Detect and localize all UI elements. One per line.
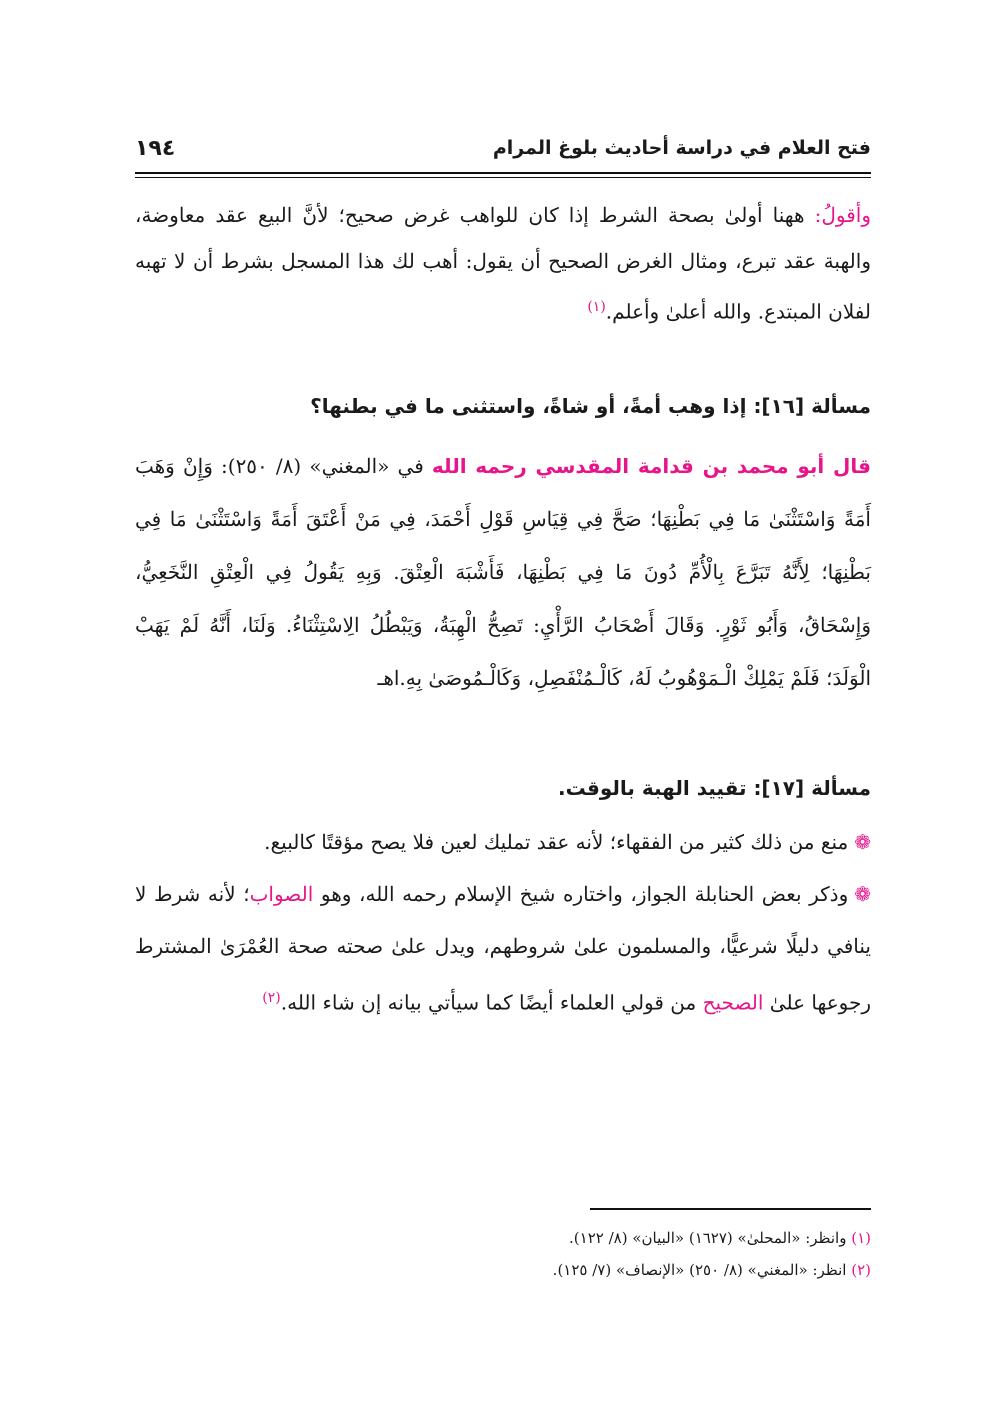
bullet-2-text-c: من قولي العلماء أيضًا كما سيأتي بيانه إن شاء الله.: [280, 990, 703, 1015]
header-rule-thick: [135, 172, 871, 174]
footnote-1-text: وانظر: «المحلىٰ» (١٦٢٧) «البيان» (٨/ ١٢٢).: [569, 1229, 852, 1247]
bullet-paragraph-2: [135, 868, 871, 1029]
footnote-1-number: (١): [851, 1229, 871, 1247]
highlight-correct: الصواب: [249, 882, 314, 906]
opinion-lead: وأقولُ:: [814, 203, 871, 227]
opinion-text: ههنا أولىٰ بصحة الشرط إذا كان للواهب غرض صحيح؛ لأنَّ البيع عقد معاوضة، والهبة عقد تبرع، ومثال الغرض الصحيح أن يقول: أهب لك هذا المسجل بشرط أن لا تهبه لفلان المبتدع. والله أعلىٰ وأعلم.: [135, 203, 871, 324]
issue-17-label: مسألة [١٧]:: [753, 776, 871, 800]
issue-17-title: تقييد الهبة بالوقت.: [557, 776, 754, 800]
footnote-2: [135, 1254, 871, 1286]
issue-17-heading: [135, 760, 871, 816]
highlight-sahih: الصحيح: [702, 990, 764, 1015]
opinion-paragraph: [135, 192, 871, 378]
footnote-rule: [590, 1208, 871, 1210]
footnote-2-number: (٢): [851, 1261, 871, 1279]
issue-16-heading: [135, 378, 871, 434]
footnote-ref-2: (٢): [262, 990, 281, 1006]
issue-16-label: مسألة [١٦]:: [753, 394, 871, 418]
bullet-2-text-b: ؛ لأنه شرط لا ينافي دليلًا شرعيًّا، والمسلمون علىٰ شروطهم، ويدل علىٰ صحته صحة العُمْرَىٰ المشترط رجوعها علىٰ: [135, 882, 871, 1015]
footnotes: [135, 1222, 871, 1286]
page-header: [135, 128, 871, 168]
ibn-qudama-quote: [135, 440, 871, 760]
page-body: [135, 192, 871, 1029]
footnote-1: [135, 1222, 871, 1254]
footnote-ref-1: (١): [587, 299, 606, 315]
footnote-2-text: انظر: «المغني» (٨/ ٢٥٠) «الإنصاف» (٧/ ١٢٥).: [552, 1261, 852, 1279]
bullet-paragraph-1: [135, 816, 871, 868]
flower-bullet-icon: ❁: [854, 882, 872, 906]
bullet-1-text: منع من ذلك كثير من الفقهاء؛ لأنه عقد تمليك لعين فلا يصح مؤقتًا كالبيع.: [264, 830, 849, 854]
running-title: فتح العلام في دراسة أحاديث بلوغ المرام: [492, 137, 871, 159]
header-rule-thin: [135, 177, 871, 178]
quote-author: قال أبو محمد بن قدامة المقدسي رحمه الله: [431, 454, 871, 478]
issue-16-title: إذا وهب أمةً، أو شاةً، واستثنى ما في بطنها؟: [310, 394, 754, 418]
bullet-2-text-a: وذكر بعض الحنابلة الجواز، واختاره شيخ الإسلام رحمه الله، وهو: [313, 882, 849, 906]
quote-text: في «المغني» (٨/ ٢٥٠): وَإِنْ وَهَبَ أَمَةً وَاسْتَثْنَىٰ مَا فِي بَطْنِهَا؛ صَحَّ فِي قِيَاسِ قَوْلِ أَحْمَدَ، فِي مَنْ أَعْتَقَ أَمَةً وَاسْتَثْنَىٰ مَا فِي بَطْنِهَا؛ لِأَنَّهُ تَبَرَّعَ بِالْأُمِّ دُونَ مَا فِي بَطْنِهَا، فَأَشْبَهَ الْعِتْقَ. وَبِهِ يَقُولُ فِي الْعِتْقِ النَّخَعِيُّ، وَإِسْحَاقُ، وَأَبُو ثَوْرٍ. وَقَالَ أَصْحَابُ الرَّأْيِ: تَصِحُّ الْهِبَةُ، وَيَبْطُلُ الِاسْتِثْنَاءُ. وَلَنَا، أَنَّهُ لَمْ يَهَبْ الْوَلَدَ؛ فَلَمْ يَمْلِكْ الْـمَوْهُوبُ لَهُ، كَالْـمُنْفَصِلِ، وَكَالْـمُوصَىٰ بِهِ.اهـ: [135, 454, 871, 690]
flower-bullet-icon: ❁: [854, 830, 871, 854]
page-number: ١٩٤: [135, 135, 176, 161]
